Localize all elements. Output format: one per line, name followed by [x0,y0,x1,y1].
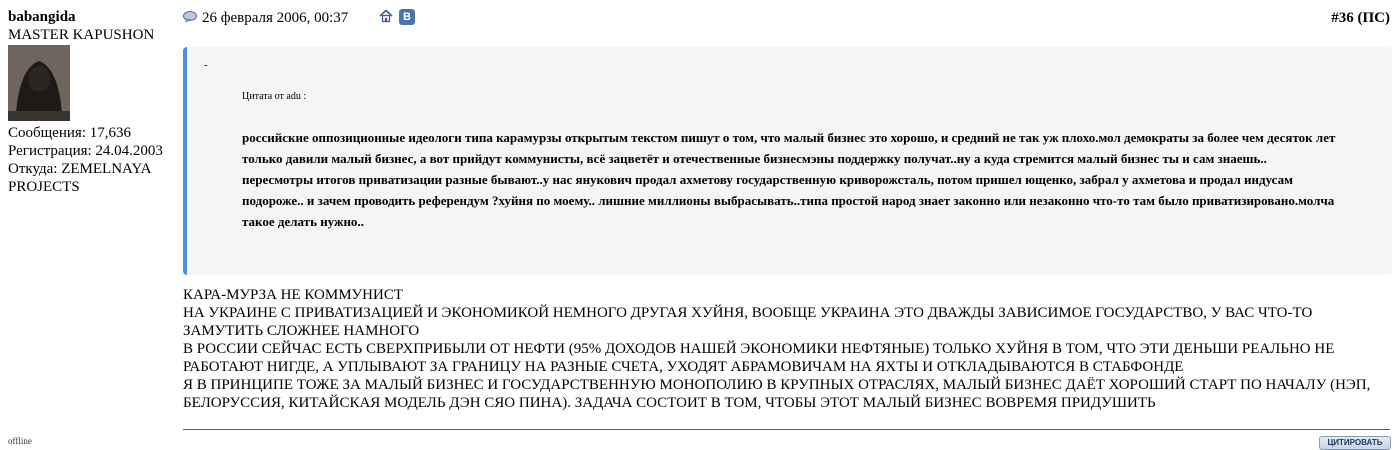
post-number[interactable]: #36 (ПС) [1331,10,1390,26]
message-paragraph: КАРА-МУРЗА НЕ КОММУНИСТ [183,287,404,303]
quote-button[interactable]: ЦИТИРОВАТЬ [1319,436,1391,450]
post-date: 26 февраля 2006, 00:37 [202,10,349,26]
message-paragraph: Я В ПРИНЦИПЕ ТОЖЕ ЗА МАЛЫЙ БИЗНЕС И ГОСУДАРСТВЕННУЮ МОНОПОЛИЮ В КРУПНЫХ ОТРАСЛЯХ, МАЛЫЙ БИЗНЕС ДАЁТ ХОРОШИЙ СТАРТ ПО НАЧАЛУ (НЭП, БЕЛОРУССИЯ, КИТАЙСКАЯ МОДЕЛЬ ДЭН СЯО ПИНА). ЗАДАЧА СОСТОИТ В ТОМ, ЧТОБЫ ЭТОТ МАЛЫЙ БИЗНЕС ВОВРЕМЯ ПРИДУШИТЬ [183,377,1371,411]
user-location: Откуда: ZEMELNAYA PROJECTS [8,161,151,195]
user-info-panel [8,8,178,196]
message-paragraph: НА УКРАИНЕ С ПРИВАТИЗАЦИЕЙ И ЭКОНОМИКОЙ НЕМНОГО ДРУГАЯ ХУЙНЯ, ВООБЩЕ УКРАИНА ЭТО ДВАЖДЫ ЗАВИСИМОЕ ГОСУДАРСТВО, У ВАС ЧТО-ТО ЗАМУТИТЬ СЛОЖНЕЕ НАМНОГО [183,305,1313,339]
user-status: offline [8,436,32,446]
post-icon [183,11,198,28]
message-paragraph: В РОССИИ СЕЙЧАС ЕСТЬ СВЕРХПРИБЫЛИ ОТ НЕФТИ (95% ДОХОДОВ НАШЕЙ ЭКОНОМИКИ НЕФТЯНЫЕ) ТОЛЬКО ХУЙНЯ В ТОМ, ЧТО ЭТИ ДЕНЬШИ РЕАЛЬНО НЕ РАБОТАЮТ НИГДЕ, А УПЛЫВАЮТ ЗА ГРАНИЦУ НА РАЗНЫЕ СЧЕТА, УХОДЯТ АБРАМОВИЧАМ НА ЯХТЫ И ОТКЛАДЫВАЮТСЯ В СТАБФОНДЕ [183,341,1335,375]
quote-block [183,47,1392,275]
quote-header: Цитата от adu : [242,91,307,102]
quote-text [242,127,1342,232]
quote-paragraph: российские оппозиционные идеологи типа карамурзы открытым текстом пишут о том, что малый бизнес это хорошо, и средний не так уж плохо.мол демократы за более чем десяток лет только давили малый бизнес, а вот прийдут коммунисты, всё зацветёт и отечественные бизнесмэны поддержку получат..ну а куда стремится малый бизнес ты и сам знаешь.. [242,130,1336,166]
user-messages-count: Сообщения: 17,636 [8,125,131,141]
vk-icon[interactable]: В [399,9,415,25]
message-body [183,286,1393,412]
post-header [183,8,1390,28]
username[interactable]: babangida [8,9,76,25]
quote-dash: - [204,59,208,71]
quote-paragraph: пересмотры итогов приватизации разные бывают..у нас янукович продал ахметову государственную криворожсталь, потом пришел ющенко, забрал у ахметова и продал индусам подороже.. и зачем проводить референдум ?хуйня по моему.. лишние миллионы выбрасывать..типа простой народ знает законно или незаконно что-то там было приватизировано.молча такое делать нужно.. [242,172,1335,229]
avatar[interactable] [8,45,70,121]
user-title: MASTER KAPUSHON [8,27,155,43]
avatar-image [8,45,70,121]
user-registration-date: Регистрация: 24.04.2003 [8,143,163,159]
post-separator [183,429,1390,430]
home-icon[interactable] [379,9,393,28]
